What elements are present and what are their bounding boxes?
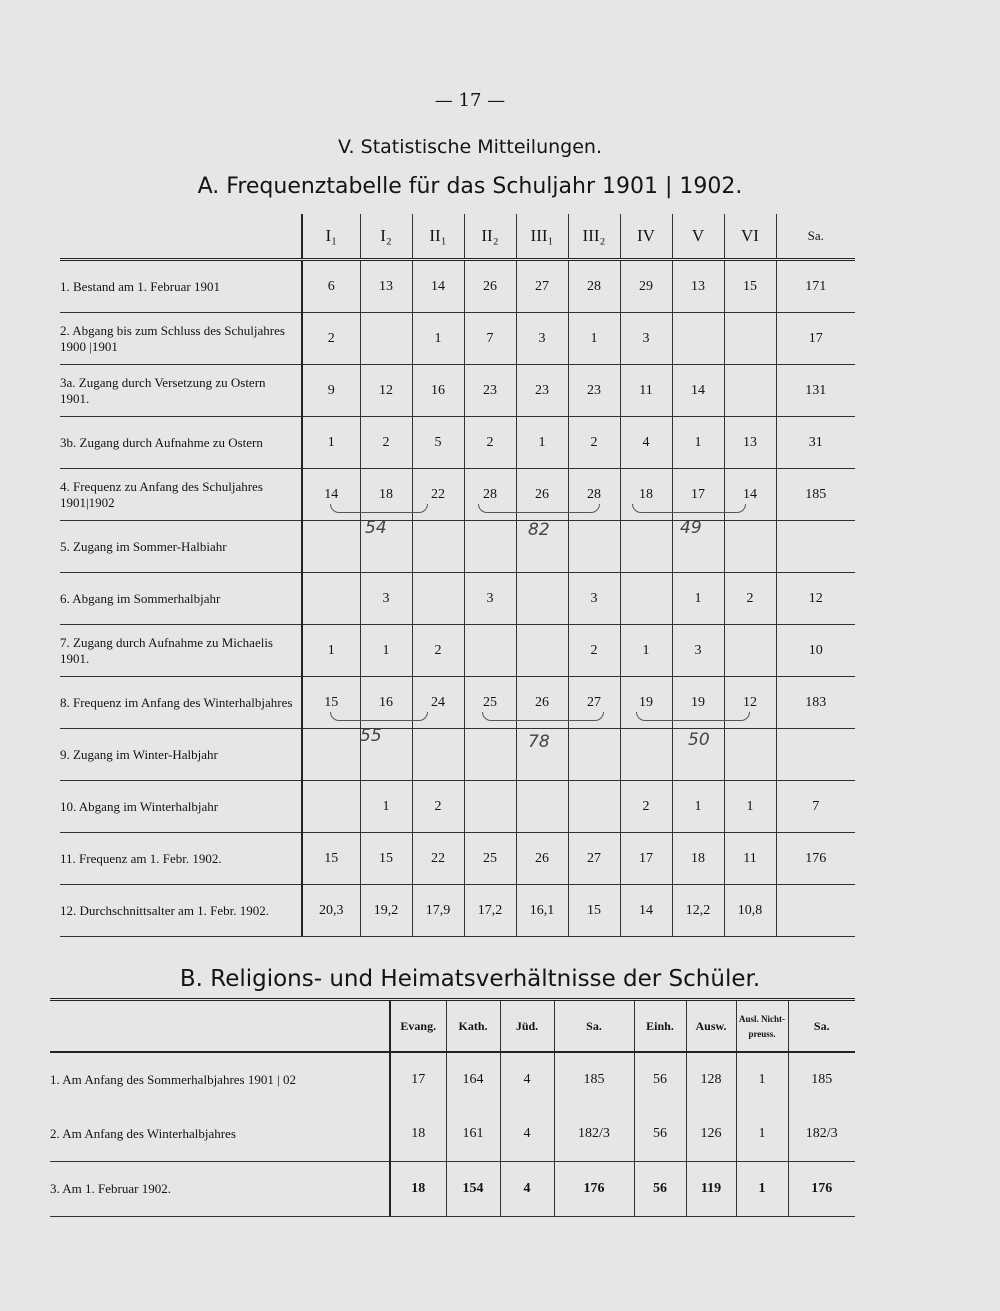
cell: 9 xyxy=(302,365,360,417)
cell: 14 xyxy=(302,469,360,521)
frequency-table xyxy=(60,214,855,937)
table-b-header xyxy=(50,1000,855,1053)
cell: 1 xyxy=(672,417,724,469)
cell xyxy=(620,729,672,781)
table-row xyxy=(60,365,855,417)
cell: 131 xyxy=(776,365,855,417)
cell: 17 xyxy=(672,469,724,521)
cell: 14 xyxy=(620,885,672,937)
handwritten-total: 50 xyxy=(688,730,710,750)
row-label: 11. Frequenz am 1. Febr. 1902. xyxy=(60,833,302,885)
row-label: 8. Frequenz im Anfang des Winterhalbjahres xyxy=(60,677,302,729)
cell: 13 xyxy=(672,260,724,313)
cell: 183 xyxy=(776,677,855,729)
cell xyxy=(620,573,672,625)
col-header: IV xyxy=(620,214,672,260)
cell: 1 xyxy=(360,781,412,833)
cell: 56 xyxy=(634,1052,686,1107)
cell: 28 xyxy=(568,469,620,521)
cell: 11 xyxy=(620,365,672,417)
row-label: 1. Am Anfang des Sommerhalbjahres 1901 | 02 xyxy=(50,1072,296,1087)
table-b-title: B. Religions- und Heimatsverhältnisse der Schüler. xyxy=(179,966,761,992)
cell xyxy=(776,521,855,573)
cell: 4 xyxy=(620,417,672,469)
cell: 126 xyxy=(686,1107,736,1162)
cell: 12,2 xyxy=(672,885,724,937)
cell: 185 xyxy=(788,1052,855,1107)
table-row xyxy=(60,417,855,469)
table-row xyxy=(60,625,855,677)
cell xyxy=(724,625,776,677)
cell: 17,2 xyxy=(464,885,516,937)
row-label: 10. Abgang im Winterhalbjahr xyxy=(60,781,302,833)
cell: 3 xyxy=(672,625,724,677)
cell: 26 xyxy=(516,677,568,729)
cell xyxy=(724,521,776,573)
row-label: 1. Bestand am 1. Februar 1901 xyxy=(60,260,302,313)
cell: 2 xyxy=(412,781,464,833)
cell xyxy=(464,781,516,833)
cell: 19 xyxy=(672,677,724,729)
cell: 2 xyxy=(620,781,672,833)
cell: 171 xyxy=(776,260,855,313)
cell: 12 xyxy=(724,677,776,729)
table-row xyxy=(60,260,855,313)
cell: 2 xyxy=(360,417,412,469)
table-row xyxy=(60,729,855,781)
section-heading: V. Statistische Mitteilungen. xyxy=(338,136,602,158)
row-label: 2. Abgang bis zum Schluss des Schuljahres 1900 |1901 xyxy=(60,313,302,365)
row-label: 3. Am 1. Februar 1902. xyxy=(50,1162,390,1217)
cell: 26 xyxy=(464,260,516,313)
handwritten-total: 54 xyxy=(365,518,387,538)
cell: 14 xyxy=(412,260,464,313)
brace-mark xyxy=(330,712,428,721)
cell xyxy=(516,573,568,625)
cell: 15 xyxy=(360,833,412,885)
table-row xyxy=(50,1052,855,1107)
table-row xyxy=(60,781,855,833)
cell xyxy=(302,573,360,625)
cell xyxy=(724,729,776,781)
cell: 18 xyxy=(620,469,672,521)
cell: 16,1 xyxy=(516,885,568,937)
cell: 185 xyxy=(554,1052,634,1107)
cell xyxy=(568,521,620,573)
handwritten-total: 82 xyxy=(528,520,550,540)
cell: 13 xyxy=(360,260,412,313)
cell: 12 xyxy=(776,573,855,625)
cell xyxy=(672,313,724,365)
table-row xyxy=(50,1162,855,1217)
cell: 2 xyxy=(412,625,464,677)
cell: 2 xyxy=(568,417,620,469)
cell: 18 xyxy=(672,833,724,885)
cell: 3 xyxy=(360,573,412,625)
cell: 18 xyxy=(390,1107,446,1162)
col-header: Kath. xyxy=(446,1000,500,1053)
cell: 14 xyxy=(672,365,724,417)
col-header: Evang. xyxy=(390,1000,446,1053)
table-row xyxy=(60,573,855,625)
cell xyxy=(302,729,360,781)
cell: 7 xyxy=(464,313,516,365)
cell xyxy=(516,625,568,677)
col-header: III₂ xyxy=(568,214,620,260)
cell: 25 xyxy=(464,677,516,729)
col-header: Ausl. Nicht-preuss. xyxy=(736,1000,788,1053)
cell: 31 xyxy=(776,417,855,469)
cell: 119 xyxy=(686,1162,736,1217)
row-label: 3a. Zugang durch Versetzung zu Ostern 1901. xyxy=(60,365,302,417)
cell xyxy=(302,521,360,573)
cell: 11 xyxy=(724,833,776,885)
cell: 1 xyxy=(736,1052,788,1107)
cell: 25 xyxy=(464,833,516,885)
religion-table xyxy=(50,998,855,1217)
cell xyxy=(412,729,464,781)
cell xyxy=(302,781,360,833)
col-header: Ausw. xyxy=(686,1000,736,1053)
col-header: II₁ xyxy=(412,214,464,260)
brace-mark xyxy=(482,712,604,721)
cell: 15 xyxy=(302,677,360,729)
cell: 5 xyxy=(412,417,464,469)
col-header: Sa. xyxy=(788,1000,855,1053)
cell: 128 xyxy=(686,1052,736,1107)
col-header: II₂ xyxy=(464,214,516,260)
cell: 17 xyxy=(620,833,672,885)
cell: 161 xyxy=(446,1107,500,1162)
cell: 24 xyxy=(412,677,464,729)
table-row xyxy=(60,313,855,365)
cell: 3 xyxy=(464,573,516,625)
brace-mark xyxy=(330,504,428,513)
cell xyxy=(464,521,516,573)
col-header: Einh. xyxy=(634,1000,686,1053)
cell: 154 xyxy=(446,1162,500,1217)
cell: 1 xyxy=(620,625,672,677)
row-label: 5. Zugang im Sommer-Halbiahr xyxy=(60,521,302,573)
cell: 18 xyxy=(360,469,412,521)
cell: 7 xyxy=(776,781,855,833)
cell: 1 xyxy=(302,417,360,469)
cell: 26 xyxy=(516,469,568,521)
row-label: 4. Frequenz zu Anfang des Schuljahres 1901|1902 xyxy=(60,469,302,521)
col-header: I₂ xyxy=(360,214,412,260)
cell: 182/3 xyxy=(788,1107,855,1162)
header-label-blank xyxy=(50,1000,390,1053)
cell xyxy=(620,521,672,573)
handwritten-total: 49 xyxy=(680,518,702,538)
cell: 1 xyxy=(568,313,620,365)
cell: 22 xyxy=(412,833,464,885)
header-label-blank xyxy=(60,214,302,260)
row-label: 9. Zugang im Winter-Halbjahr xyxy=(60,729,302,781)
cell: 182/3 xyxy=(554,1107,634,1162)
cell: 1 xyxy=(736,1107,788,1162)
cell xyxy=(412,573,464,625)
cell: 1 xyxy=(360,625,412,677)
cell: 176 xyxy=(788,1162,855,1217)
cell: 23 xyxy=(464,365,516,417)
cell: 3 xyxy=(516,313,568,365)
cell: 28 xyxy=(464,469,516,521)
brace-mark xyxy=(636,712,750,721)
row-label: 7. Zugang durch Aufnahme zu Michaelis 1901. xyxy=(60,625,302,677)
row-label: 6. Abgang im Sommerhalbjahr xyxy=(60,573,302,625)
cell: 29 xyxy=(620,260,672,313)
brace-mark xyxy=(478,504,600,513)
col-header: V xyxy=(672,214,724,260)
col-header: Sa. xyxy=(554,1000,634,1053)
cell: 10 xyxy=(776,625,855,677)
cell xyxy=(464,729,516,781)
cell xyxy=(464,625,516,677)
cell: 176 xyxy=(776,833,855,885)
cell: 1 xyxy=(302,625,360,677)
table-row xyxy=(60,833,855,885)
table-a-header xyxy=(60,214,855,260)
cell: 1 xyxy=(412,313,464,365)
cell: 15 xyxy=(302,833,360,885)
col-header: VI xyxy=(724,214,776,260)
cell: 22 xyxy=(412,469,464,521)
brace-mark xyxy=(632,504,746,513)
cell xyxy=(412,521,464,573)
row-label: 3b. Zugang durch Aufnahme zu Ostern xyxy=(60,417,302,469)
cell: 164 xyxy=(446,1052,500,1107)
table-row xyxy=(50,1107,855,1162)
cell: 3 xyxy=(568,573,620,625)
col-header: Sa. xyxy=(776,214,855,260)
cell: 28 xyxy=(568,260,620,313)
table-row xyxy=(60,521,855,573)
handwritten-total: 55 xyxy=(360,726,382,746)
cell: 19,2 xyxy=(360,885,412,937)
cell: 15 xyxy=(568,885,620,937)
cell: 2 xyxy=(568,625,620,677)
cell: 4 xyxy=(500,1052,554,1107)
cell: 2 xyxy=(724,573,776,625)
cell: 27 xyxy=(516,260,568,313)
cell: 6 xyxy=(302,260,360,313)
cell: 18 xyxy=(390,1162,446,1217)
cell xyxy=(568,781,620,833)
cell: 26 xyxy=(516,833,568,885)
cell: 23 xyxy=(516,365,568,417)
cell: 14 xyxy=(724,469,776,521)
cell: 56 xyxy=(634,1162,686,1217)
cell xyxy=(776,885,855,937)
cell: 176 xyxy=(554,1162,634,1217)
cell: 27 xyxy=(568,677,620,729)
col-header: III₁ xyxy=(516,214,568,260)
cell: 10,8 xyxy=(724,885,776,937)
cell: 1 xyxy=(516,417,568,469)
cell: 185 xyxy=(776,469,855,521)
cell: 1 xyxy=(672,781,724,833)
cell xyxy=(724,313,776,365)
cell: 15 xyxy=(724,260,776,313)
cell: 17 xyxy=(390,1052,446,1107)
page-number: — 17 — xyxy=(434,90,506,111)
cell: 13 xyxy=(724,417,776,469)
table-row xyxy=(60,885,855,937)
cell: 27 xyxy=(568,833,620,885)
cell: 2 xyxy=(302,313,360,365)
cell: 16 xyxy=(412,365,464,417)
row-label: 12. Durchschnittsalter am 1. Febr. 1902. xyxy=(60,885,302,937)
cell: 1 xyxy=(724,781,776,833)
cell xyxy=(516,781,568,833)
cell: 56 xyxy=(634,1107,686,1162)
cell: 23 xyxy=(568,365,620,417)
cell: 20,3 xyxy=(302,885,360,937)
cell: 19 xyxy=(620,677,672,729)
cell xyxy=(776,729,855,781)
cell: 16 xyxy=(360,677,412,729)
cell: 12 xyxy=(360,365,412,417)
cell: 17 xyxy=(776,313,855,365)
col-header: Jüd. xyxy=(500,1000,554,1053)
col-header: I₁ xyxy=(302,214,360,260)
cell: 4 xyxy=(500,1162,554,1217)
cell xyxy=(360,313,412,365)
cell xyxy=(724,365,776,417)
cell: 17,9 xyxy=(412,885,464,937)
cell xyxy=(568,729,620,781)
row-label: 2. Am Anfang des Winterhalbjahres xyxy=(50,1126,236,1141)
handwritten-total: 78 xyxy=(528,732,550,752)
cell: 4 xyxy=(500,1107,554,1162)
cell: 3 xyxy=(620,313,672,365)
table-a-title: A. Frequenztabelle für das Schuljahr 1901 | 1902. xyxy=(197,174,743,199)
cell: 2 xyxy=(464,417,516,469)
cell: 1 xyxy=(736,1162,788,1217)
cell: 1 xyxy=(672,573,724,625)
